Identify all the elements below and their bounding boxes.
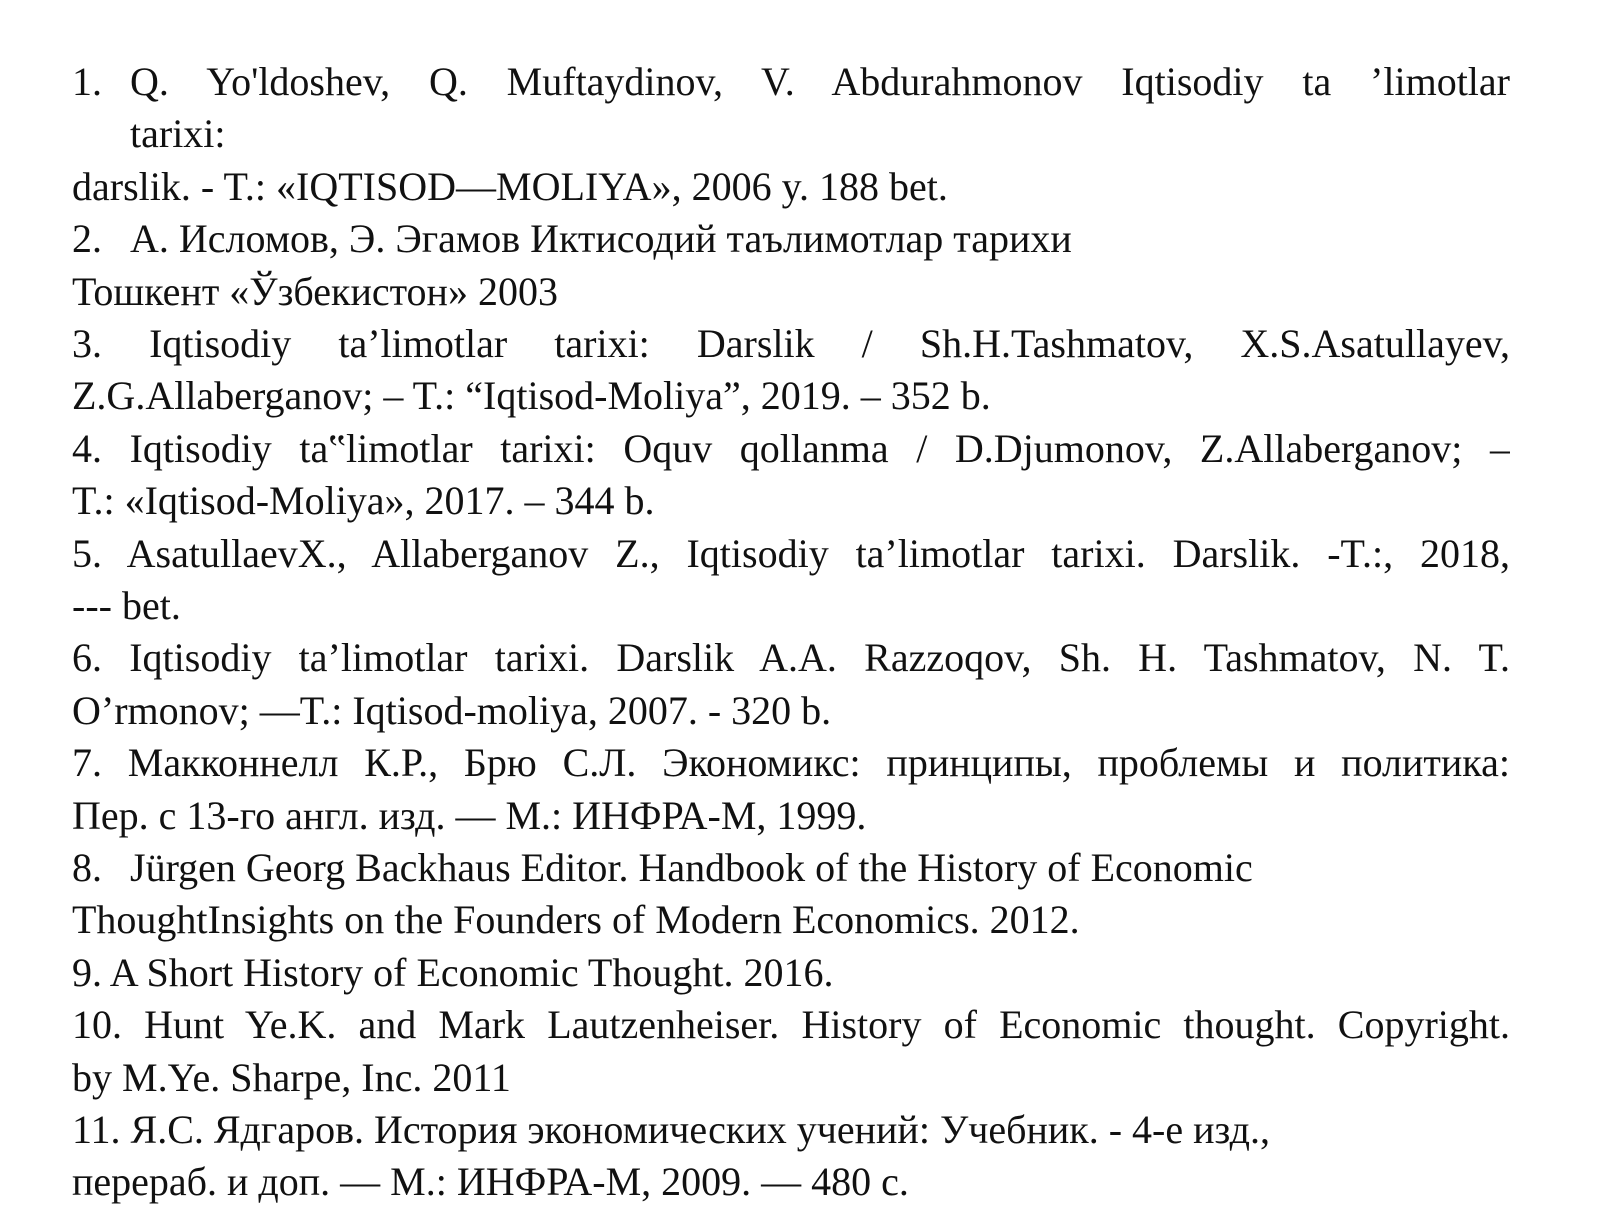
reference-item (72, 947, 1510, 999)
reference-item (72, 318, 1510, 423)
reference-last-line: перераб. и доп. — М.: ИНФРА-М, 2009. — 480 с. (72, 1159, 909, 1205)
reference-first-line: 5. AsatullaevX., Allaberganov Z., Iqtisodiy ta’limotlar tarixi. Darslik. -T.:, 2018, (72, 530, 1510, 576)
reference-first-line: 7. Макконнелл К.Р., Брю С.Л. Экономикс: принципы, проблемы и политика: (72, 740, 1510, 786)
reference-item (72, 632, 1510, 737)
reference-first-line: 11. Я.С. Ядгаров. История экономических учений: Учебник. - 4-е изд., (72, 1107, 1270, 1153)
reference-first-line: 10. Hunt Ye.K. and Mark Lautzenheiser. History of Economic thought. Copyright. (72, 1002, 1510, 1048)
reference-continuation: tarixi: (130, 111, 226, 157)
reference-list (72, 56, 1510, 1209)
reference-last-line: darslik. - T.: «IQTISOD—MOLIYA», 2006 y. 188 bet. (72, 163, 948, 209)
reference-last-line: --- bet. (72, 583, 181, 629)
reference-single-line: 9. A Short History of Economic Thought. 2016. (72, 949, 834, 995)
reference-last-line: T.: «Iqtisod-Moliya», 2017. – 344 b. (72, 478, 655, 524)
reference-text: A. Исломов, Э. Эгамов Иктисодий таълимотлар тарихи (130, 216, 1072, 262)
reference-number: 2. (72, 216, 102, 262)
reference-number: 1. (72, 59, 102, 104)
reference-first-line: 3. Iqtisodiy ta’limotlar tarixi: Darslik / Sh.H.Tashmatov, X.S.Asatullayev, (72, 321, 1510, 367)
reference-item (72, 999, 1510, 1104)
reference-text: Q. Yo'ldoshev, Q. Muftaydinov, V. Abdurahmonov Iqtisodiy ta ’limotlar (130, 59, 1510, 104)
reference-last-line: Пер. с 13-го англ. изд. — М.: ИНФРА-М, 1999. (72, 792, 867, 838)
reference-last-line: O’rmonov; —T.: Iqtisod-moliya, 2007. - 320 b. (72, 687, 832, 733)
reference-first-line (72, 56, 1510, 108)
reference-item (72, 213, 1510, 318)
reference-last-line: Z.G.Allaberganov; – T.: “Iqtisod-Moliya”, 2019. – 352 b. (72, 373, 991, 419)
reference-number: 8. (72, 845, 102, 891)
reference-first-line (72, 842, 1510, 894)
reference-item (72, 56, 1510, 213)
reference-item (72, 423, 1510, 528)
reference-last-line: by M.Ye. Sharpe, Inc. 2011 (72, 1054, 511, 1100)
reference-first-line (72, 213, 1510, 265)
reference-item (72, 528, 1510, 633)
reference-text: Jürgen Georg Backhaus Editor. Handbook of the History of Economic (130, 845, 1253, 891)
reference-item (72, 842, 1510, 947)
reference-last-line: ThoughtInsights on the Founders of Modern Economics. 2012. (72, 897, 1080, 943)
reference-first-line: 4. Iqtisodiy ta‟limotlar tarixi: Oquv qollanma / D.Djumonov, Z.Allaberganov; – (72, 425, 1510, 471)
reference-first-line: 6. Iqtisodiy ta’limotlar tarixi. Darslik A.A. Razzoqov, Sh. H. Tashmatov, N. T. (72, 635, 1510, 681)
reference-last-line: Тошкент «Ўзбекистон» 2003 (72, 268, 558, 314)
reference-item (72, 737, 1510, 842)
reference-item (72, 1104, 1510, 1209)
